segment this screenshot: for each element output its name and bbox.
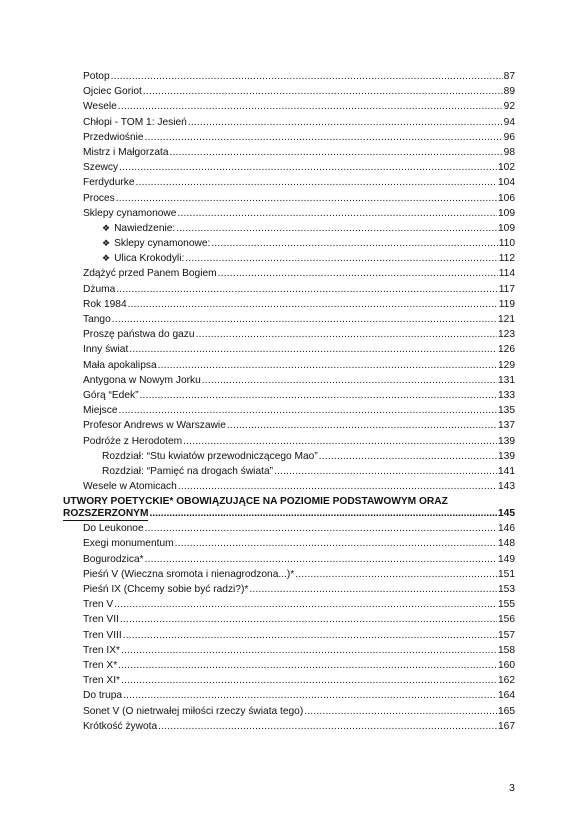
toc-section-heading[interactable] (63, 494, 515, 521)
toc-entry-title: Tango (83, 314, 111, 325)
toc-entry[interactable] (83, 236, 515, 251)
toc-entry[interactable] (83, 597, 515, 612)
dot-leader (145, 130, 503, 145)
toc-entry[interactable] (83, 327, 515, 342)
toc-entry[interactable] (83, 145, 515, 160)
toc-entry-title: Dżuma (83, 283, 116, 295)
toc-entry[interactable] (83, 84, 515, 99)
toc-entry-title: Krótkość żywota (83, 720, 158, 732)
dot-leader (202, 373, 497, 388)
toc-entry[interactable] (83, 521, 515, 536)
toc-entry-title: Wesele (83, 101, 117, 113)
toc-entry-title: Sklepy cynamonowe (83, 207, 177, 219)
toc-entry[interactable] (83, 373, 515, 388)
dot-leader (145, 521, 497, 536)
dot-leader (218, 266, 498, 281)
toc-entry[interactable] (83, 643, 515, 658)
toc-entry[interactable] (83, 418, 515, 433)
toc-entry-page: 151 (498, 568, 515, 580)
toc-entry-title: Pieśń V (Wieczna sromota i nienagrodzona...)* (83, 568, 295, 580)
bullet-icon: ❖ (102, 238, 111, 249)
dot-leader (169, 145, 502, 160)
toc-entry[interactable] (83, 282, 515, 297)
toc-entry-title: Wesele w Atomicach (83, 481, 177, 493)
toc-entry-page: 148 (498, 538, 515, 550)
bullet-icon: ❖ (102, 222, 111, 233)
toc-entry-page: 96 (503, 131, 515, 143)
toc-entry-page: 164 (498, 690, 515, 702)
toc-entry-page: 123 (498, 329, 515, 341)
toc-entry[interactable] (83, 536, 515, 551)
dot-leader (188, 115, 503, 130)
toc-entry-title: Tren V (83, 599, 114, 611)
toc-entry-page: 106 (498, 192, 515, 204)
dot-leader (227, 418, 497, 433)
toc-entry-page: 149 (498, 553, 515, 565)
toc-entry-title: Rok 1984 (83, 298, 127, 310)
dot-leader (304, 704, 497, 719)
dot-leader (158, 358, 497, 373)
dot-leader (196, 327, 497, 342)
toc-entry-title: Rozdział: “Pamięć na drogach świata” (102, 465, 273, 477)
toc-entry[interactable] (83, 358, 515, 373)
dot-leader (129, 342, 497, 357)
toc-entry[interactable] (83, 628, 515, 643)
toc-entry-page: 109 (498, 222, 515, 234)
toc-entry-title: Profesor Andrews w Warszawie (83, 420, 226, 432)
toc-entry[interactable] (83, 612, 515, 627)
toc-entry[interactable] (83, 552, 515, 567)
toc-entry[interactable] (83, 567, 515, 582)
toc-entry[interactable] (83, 719, 515, 734)
dot-leader (158, 719, 497, 734)
toc-entry[interactable] (83, 312, 515, 327)
toc-entry-title: Tren VIII (83, 629, 122, 641)
toc-entry-page: 98 (503, 146, 515, 158)
toc-bottom-list (83, 521, 515, 734)
dot-leader (319, 449, 497, 464)
toc-entry-page: 114 (498, 268, 515, 280)
toc-entry-page: 139 (498, 450, 515, 462)
toc-entry[interactable] (83, 479, 515, 494)
toc-entry[interactable] (83, 449, 515, 464)
toc-entry[interactable] (83, 297, 515, 312)
toc-entry-title: Miejsce (83, 405, 118, 417)
dot-leader (149, 508, 497, 520)
toc-entry-page: 157 (498, 629, 515, 641)
toc-entry-page: 165 (498, 705, 515, 717)
toc-entry-page: 129 (498, 359, 515, 371)
toc-entry-title: Zdążyć przed Panem Bogiem (83, 268, 217, 280)
toc-entry-page: 158 (498, 644, 515, 656)
toc-entry-title: Pieśń IX (Chcemy sobie być radzi?)* (83, 584, 249, 595)
section-page-number: 145 (498, 508, 515, 520)
dot-leader (139, 388, 497, 403)
toc-entry-title: Do trupa (83, 690, 123, 702)
toc-entry-title: Bogurodzica* (83, 553, 144, 565)
dot-leader (185, 251, 497, 266)
section-title-line1: UTWORY POETYCKIE* OBOWIĄZUJĄCE NA POZIOMIE PODSTAWOWYM ORAZ (63, 496, 448, 508)
toc-entry-page: 160 (498, 659, 515, 671)
dot-leader (112, 312, 497, 327)
dot-leader (119, 403, 497, 418)
dot-leader (128, 297, 498, 312)
dot-leader (121, 643, 497, 658)
dot-leader (116, 191, 497, 206)
dot-leader (111, 69, 503, 84)
toc-top-list (83, 69, 515, 494)
toc-entry-page: 155 (498, 599, 515, 611)
toc-entry-title: Chłopi - TOM 1: Jesień (83, 116, 187, 128)
dot-leader (249, 582, 497, 597)
toc-entry[interactable] (83, 434, 515, 449)
toc-entry[interactable] (83, 688, 515, 703)
toc-entry[interactable] (83, 251, 515, 266)
toc-entry-title: Sklepy cynamonowe: (114, 238, 211, 250)
toc-entry[interactable] (83, 582, 515, 597)
toc-entry[interactable] (83, 99, 515, 114)
toc-entry[interactable] (83, 388, 515, 403)
toc-entry-title: Tren XI* (83, 675, 120, 687)
toc-entry-title: Tren IX* (83, 644, 120, 656)
toc-entry-page: 131 (498, 374, 515, 386)
toc-entry-title: Nawiedzenie: (114, 222, 176, 234)
section-title-line2: ROZSZERZONYM (63, 508, 149, 520)
toc-entry-title: Mała apokalipsa (83, 359, 157, 371)
dot-leader (121, 673, 497, 688)
toc-entry[interactable] (83, 266, 515, 281)
dot-leader (136, 175, 497, 190)
dot-leader (118, 99, 503, 114)
toc-entry-page: 102 (498, 162, 515, 174)
toc-entry-title: Inny świat (83, 344, 129, 356)
toc-entry[interactable] (83, 403, 515, 418)
toc-entry[interactable] (83, 704, 515, 719)
toc-entry-title: Potop (83, 71, 110, 82)
toc-entry-page: 141 (498, 465, 515, 477)
toc-entry-page: 139 (498, 435, 515, 447)
dot-leader (183, 434, 497, 449)
toc-entry-page: 137 (498, 420, 515, 432)
dot-leader (175, 536, 497, 551)
dot-leader (211, 236, 497, 251)
toc-entry-title: Proszę państwa do gazu (83, 329, 195, 341)
toc-entry-page: 162 (498, 675, 515, 687)
toc-entry-title: Przedwiośnie (83, 131, 144, 143)
toc-entry-title: Do Leukonoe (83, 523, 144, 535)
toc-entry-title: Górą “Edek” (83, 389, 139, 401)
toc-entry[interactable] (83, 175, 515, 190)
dot-leader (116, 282, 497, 297)
toc-entry-page: 143 (498, 481, 515, 493)
bullet-icon: ❖ (102, 253, 111, 264)
toc-entry[interactable] (83, 221, 515, 236)
toc-entry-page: 117 (498, 283, 515, 295)
toc-entry-page: 110 (498, 238, 515, 250)
toc-entry-title: Mistrz i Małgorzata (83, 146, 169, 158)
dot-leader (143, 84, 503, 99)
toc-entry-page: 126 (498, 344, 515, 356)
toc-entry-page: 146 (498, 523, 515, 535)
toc-entry-title: Tren VII (83, 614, 119, 626)
toc-entry-title: Ojciec Goriot (83, 86, 142, 98)
dot-leader (177, 206, 497, 221)
toc-entry[interactable] (83, 464, 515, 479)
dot-leader (145, 552, 497, 567)
toc-entry-title: Exegi monumentum (83, 538, 174, 550)
toc-entry-page: 119 (498, 298, 515, 310)
dot-leader (119, 160, 497, 175)
dot-leader (120, 612, 497, 627)
toc-entry[interactable] (83, 160, 515, 175)
toc-entry-page: 121 (498, 314, 515, 325)
toc-entry[interactable] (83, 673, 515, 688)
toc-entry[interactable] (83, 130, 515, 145)
toc-entry[interactable] (83, 115, 515, 130)
toc-entry-page: 156 (498, 614, 515, 626)
dot-leader (114, 597, 497, 612)
toc-entry-page: 133 (498, 389, 515, 401)
toc-entry-title: Proces (83, 192, 115, 204)
toc-entry-page: 109 (498, 207, 515, 219)
toc-entry-page: 135 (498, 405, 515, 417)
toc-entry-page: 87 (503, 71, 515, 82)
dot-leader (295, 567, 497, 582)
toc-entry[interactable] (83, 342, 515, 357)
toc-entry-page: 153 (498, 584, 515, 595)
dot-leader (178, 479, 497, 494)
table-of-contents (63, 69, 515, 734)
page-number: 3 (509, 782, 515, 794)
toc-entry-page: 92 (503, 101, 515, 113)
toc-entry-page: 94 (503, 116, 515, 128)
dot-leader (176, 221, 497, 236)
toc-entry[interactable] (83, 69, 515, 84)
toc-entry-title: Ferdydurke (83, 177, 135, 189)
toc-entry-title: Rozdział: “Stu kwiatów przewodniczącego Mao” (102, 450, 318, 462)
toc-entry-title: Ulica Krokodyli: (114, 253, 185, 265)
dot-leader (123, 628, 497, 643)
toc-entry-page: 112 (498, 253, 515, 265)
dot-leader (274, 464, 497, 479)
toc-entry[interactable] (83, 658, 515, 673)
dot-leader (118, 658, 497, 673)
toc-entry[interactable] (83, 206, 515, 221)
toc-entry-title: Antygona w Nowym Jorku (83, 374, 201, 386)
toc-entry-title: Szewcy (83, 162, 119, 174)
toc-entry-title: Sonet V (O nietrwałej miłości rzeczy świata tego) (83, 705, 304, 717)
toc-entry-page: 89 (503, 86, 515, 98)
toc-entry[interactable] (83, 191, 515, 206)
toc-entry-page: 104 (498, 177, 515, 189)
toc-entry-title: Tren X* (83, 659, 118, 671)
dot-leader (123, 688, 497, 703)
toc-entry-page: 167 (498, 720, 515, 732)
toc-entry-title: Podróże z Herodotem (83, 435, 183, 447)
